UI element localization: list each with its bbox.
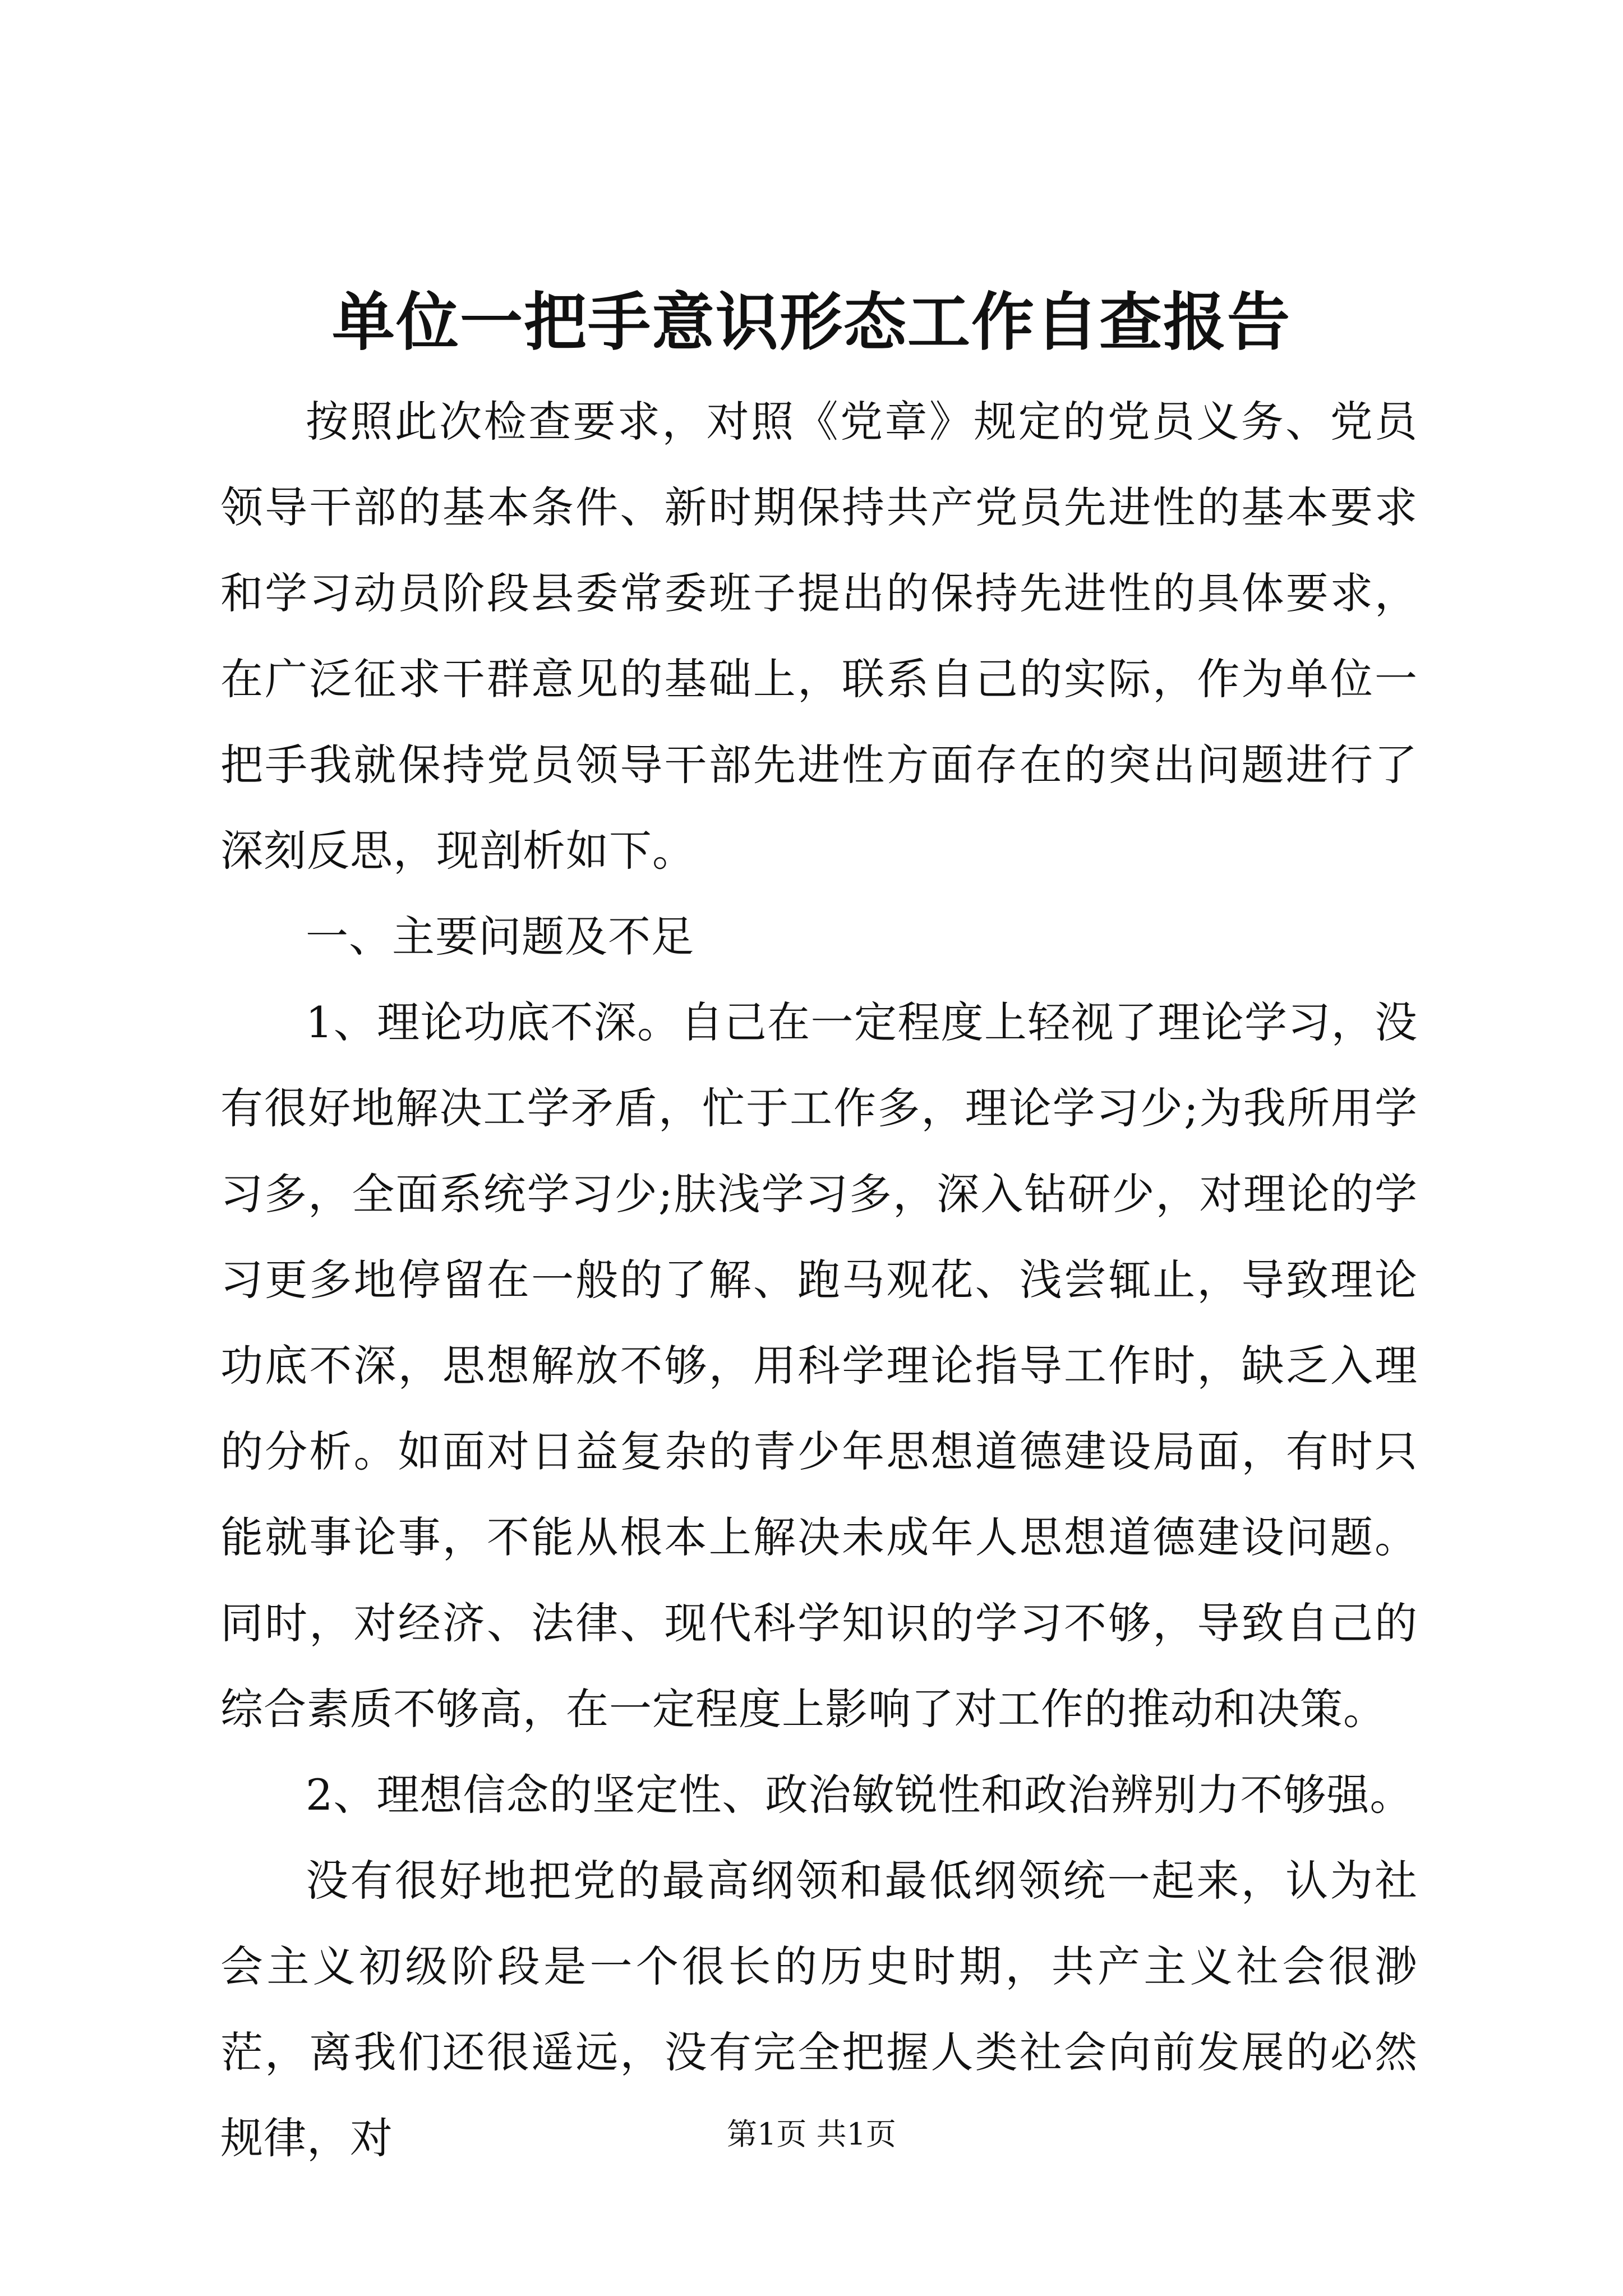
paragraph-intro: 按照此次检查要求，对照《党章》规定的党员义务、党员领导干部的基本条件、新时期保持共产党员先进性的基本要求和学习动员阶段县委常委班子提出的保持先进性的具体要求，在广泛征求干群意见的基础上，联系自己的实际，作为单位一把手我就保持党员领导干部先进性方面存在的突出问题进行了深刻反思，现剖析如下。 bbox=[220, 397, 1418, 876]
section-heading-main-problems: 一、主要问题及不足 bbox=[306, 912, 694, 961]
paragraph-point-1: 1、理论功底不深。自己在一定程度上轻视了理论学习，没有很好地解决工学矛盾，忙于工作多，理论学习少;为我所用学习多，全面系统学习少;肤浅学习多，深入钻研少，对理论的学习更多地停留在一般的了解、跑马观花、浅尝辄止，导致理论功底不深，思想解放不够，用科学理论指导工作时，缺乏入理的分析。如面对日益复杂的青少年思想道德建设局面，有时只能就事论事，不能从根本上解决未成年人思想道德建设问题。同时，对经济、法律、现代科学知识的学习不够，导致自己的综合素质不够高，在一定程度上影响了对工作的推动和决策。 bbox=[220, 997, 1418, 1734]
page-footer: 第1页 共1页 bbox=[727, 2116, 896, 2152]
paragraph-point-2-body: 没有很好地把党的最高纲领和最低纲领统一起来，认为社会主义初级阶段是一个很长的历史时期，共产主义社会很渺茫，离我们还很遥远，没有完全把握人类社会向前发展的必然规律，对 bbox=[220, 1856, 1418, 2163]
paragraph-point-2-heading: 2、理想信念的坚定性、政治敏锐性和政治辨别力不够强。 bbox=[306, 1770, 1413, 1820]
document-title: 单位一把手意识形态工作自查报告 bbox=[332, 286, 1291, 359]
document-body bbox=[220, 379, 1418, 2181]
